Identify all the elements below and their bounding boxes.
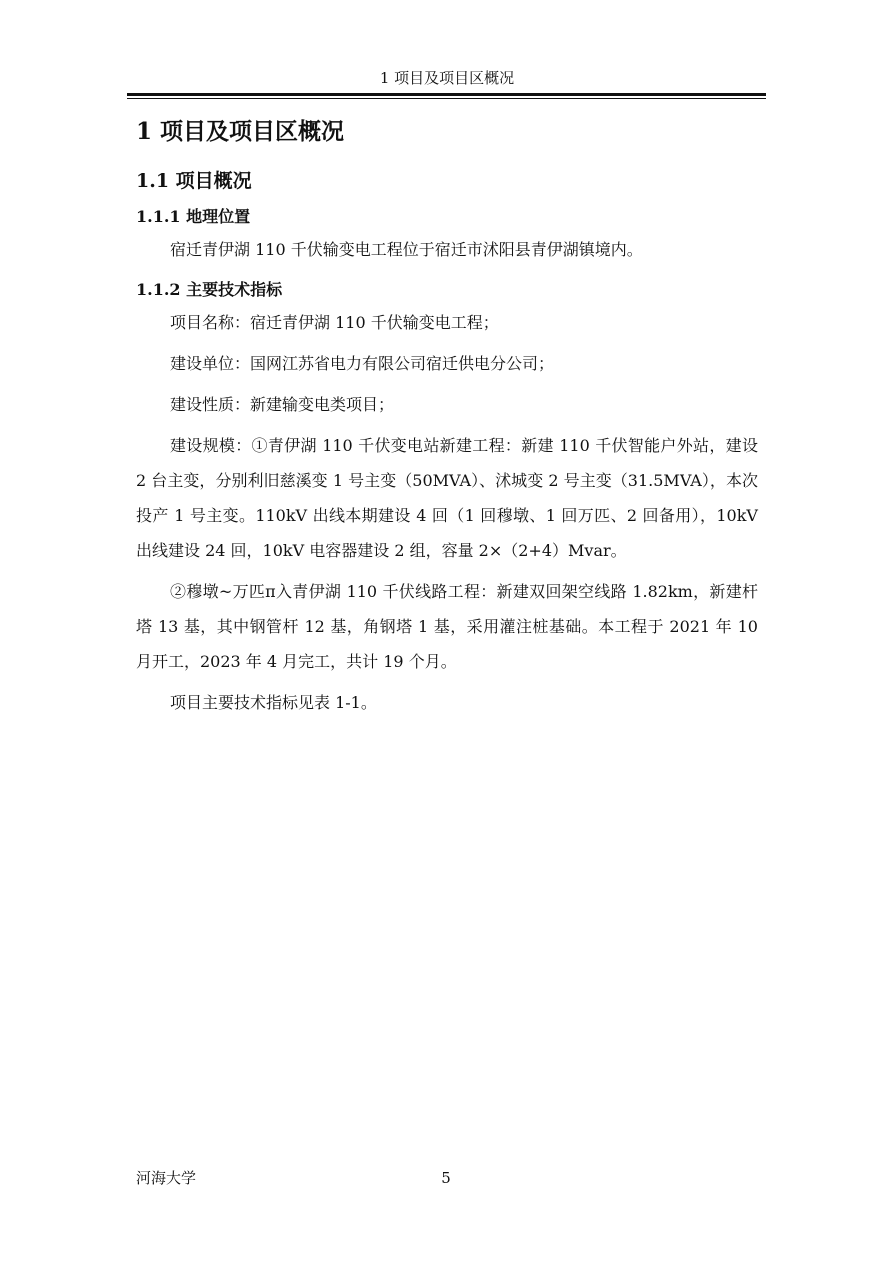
project-name-paragraph: 项目名称：宿迁青伊湖 110 千伏输变电工程； (170, 313, 499, 332)
subsection-title-location: 1.1.1 地理位置 (136, 207, 251, 226)
page-number: 5 (441, 1169, 451, 1187)
construction-nature-paragraph: 建设性质：新建输变电类项目； (170, 395, 395, 414)
running-header: 1 项目及项目区概况 (379, 69, 515, 87)
chapter-title: 1 项目及项目区概况 (136, 118, 345, 145)
table-reference-paragraph: 项目主要技术指标见表 1-1。 (170, 693, 377, 712)
page-body (136, 116, 758, 720)
construction-scale-paragraph: 建设规模：①青伊湖 110 千伏变电站新建工程：新建 110 千伏智能户外站，建设 2 台主变，分别利旧慈溪变 1 号主变（50MVA）、沭城变 2 号主变（31.5MVA），本次投产 1 号主变。110kV 出线本期建设 4 回（1 回穆墩、1 回万匹、2 回备用），10kV 出线建设 24 回，10kV 电容器建设 2 组，容量 2×（2+4）Mvar。 (136, 436, 758, 560)
construction-unit-paragraph: 建设单位：国网江苏省电力有限公司宿迁供电分公司； (170, 354, 555, 373)
footer-institution: 河海大学 (136, 1169, 197, 1187)
line-project-paragraph: ②穆墩~万匹π入青伊湖 110 千伏线路工程：新建双回架空线路 1.82km，新建杆塔 13 基，其中钢管杆 12 基，角钢塔 1 基，采用灌注桩基础。本工程于 2021 年 10 月开工，2023 年 4 月完工，共计 19 个月。 (136, 582, 758, 671)
header-rule-thick (127, 93, 766, 96)
location-paragraph: 宿迁青伊湖 110 千伏输变电工程位于宿迁市沭阳县青伊湖镇境内。 (170, 240, 643, 259)
header-rule-thin (127, 98, 766, 99)
subsection-title-tech-indicators: 1.1.2 主要技术指标 (136, 280, 283, 299)
section-title-project-overview: 1.1 项目概况 (136, 170, 252, 192)
